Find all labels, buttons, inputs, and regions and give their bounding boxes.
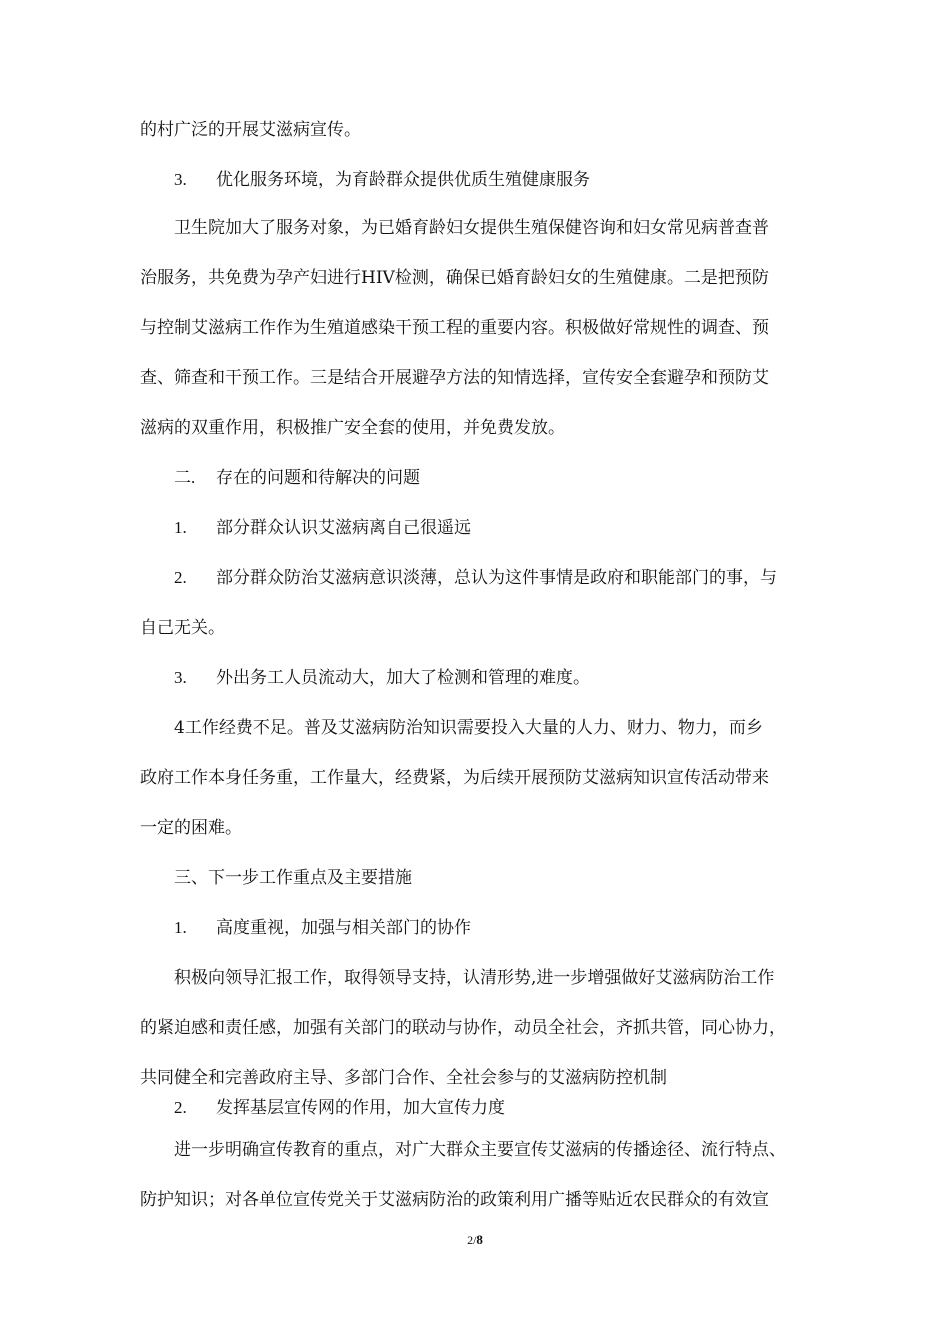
paragraph-line: 共同健全和完善政府主导、多部门合作、全社会参与的艾滋病防控机制 bbox=[140, 1068, 667, 1088]
list-item: 2. 部分群众防治艾滋病意识淡薄，总认为这件事情是政府和职能部门的事，与 bbox=[174, 568, 777, 588]
page-total: 8 bbox=[476, 1232, 483, 1247]
paragraph-line: 政府工作本身任务重，工作量大，经费紧，为后续开展预防艾滋病知识宣传活动带来 bbox=[140, 768, 769, 788]
paragraph-line: 进一步明确宣传教育的重点，对广大群众主要宣传艾滋病的传播途径、流行特点、 bbox=[174, 1140, 786, 1160]
section-heading: 三、下一步工作重点及主要措施 bbox=[174, 868, 412, 888]
list-number: 1. bbox=[174, 518, 187, 537]
list-number: 3. bbox=[174, 668, 187, 687]
paragraph-line: 滋病的双重作用，积极推广安全套的使用，并免费发放。 bbox=[140, 418, 565, 438]
list-heading: 3. 优化服务环境，为育龄群众提供优质生殖健康服务 bbox=[174, 170, 590, 190]
list-number: 1. bbox=[174, 918, 187, 937]
list-item: 3. 外出务工人员流动大，加大了检测和管理的难度。 bbox=[174, 668, 590, 688]
paragraph-line: 治服务，共免费为孕产妇进行HIV检测，确保已婚育龄妇女的生殖健康。二是把预防 bbox=[140, 268, 769, 288]
paragraph-line: 与控制艾滋病工作作为生殖道感染干预工程的重要内容。积极做好常规性的调查、预 bbox=[140, 318, 769, 338]
list-heading: 1. 高度重视，加强与相关部门的协作 bbox=[174, 918, 471, 938]
list-heading: 2. 发挥基层宣传网的作用，加大宣传力度 bbox=[174, 1098, 505, 1118]
paragraph-line: 的村广泛的开展艾滋病宣传。 bbox=[140, 120, 361, 140]
paragraph-line: 的紧迫感和责任感，加强有关部门的联动与协作，动员全社会，齐抓共管，同心协力， bbox=[140, 1018, 786, 1038]
list-number: 3. bbox=[174, 170, 187, 189]
list-item: 4工作经费不足。普及艾滋病防治知识需要投入大量的人力、财力、物力，而乡 bbox=[174, 718, 763, 738]
paragraph-line: 自己无关。 bbox=[140, 618, 225, 638]
paragraph-line: 查、筛查和干预工作。三是结合开展避孕方法的知情选择，宣传安全套避孕和预防艾 bbox=[140, 368, 769, 388]
paragraph-line: 卫生院加大了服务对象，为已婚育龄妇女提供生殖保健咨询和妇女常见病普查普 bbox=[174, 218, 769, 238]
section-number: 二. bbox=[174, 468, 196, 487]
page-number bbox=[0, 1232, 950, 1248]
list-number: 2. bbox=[174, 1098, 187, 1117]
list-number: 2. bbox=[174, 568, 187, 587]
section-heading: 二. 存在的问题和待解决的问题 bbox=[174, 468, 420, 488]
paragraph-line: 防护知识；对各单位宣传党关于艾滋病防治的政策利用广播等贴近农民群众的有效宣 bbox=[140, 1190, 769, 1210]
paragraph-line: 积极向领导汇报工作，取得领导支持，认清形势,进一步增强做好艾滋病防治工作 bbox=[174, 968, 775, 988]
list-item: 1. 部分群众认识艾滋病离自己很遥远 bbox=[174, 518, 471, 538]
paragraph-line: 一定的困难。 bbox=[140, 818, 242, 838]
page-current: 2/ bbox=[467, 1233, 477, 1247]
